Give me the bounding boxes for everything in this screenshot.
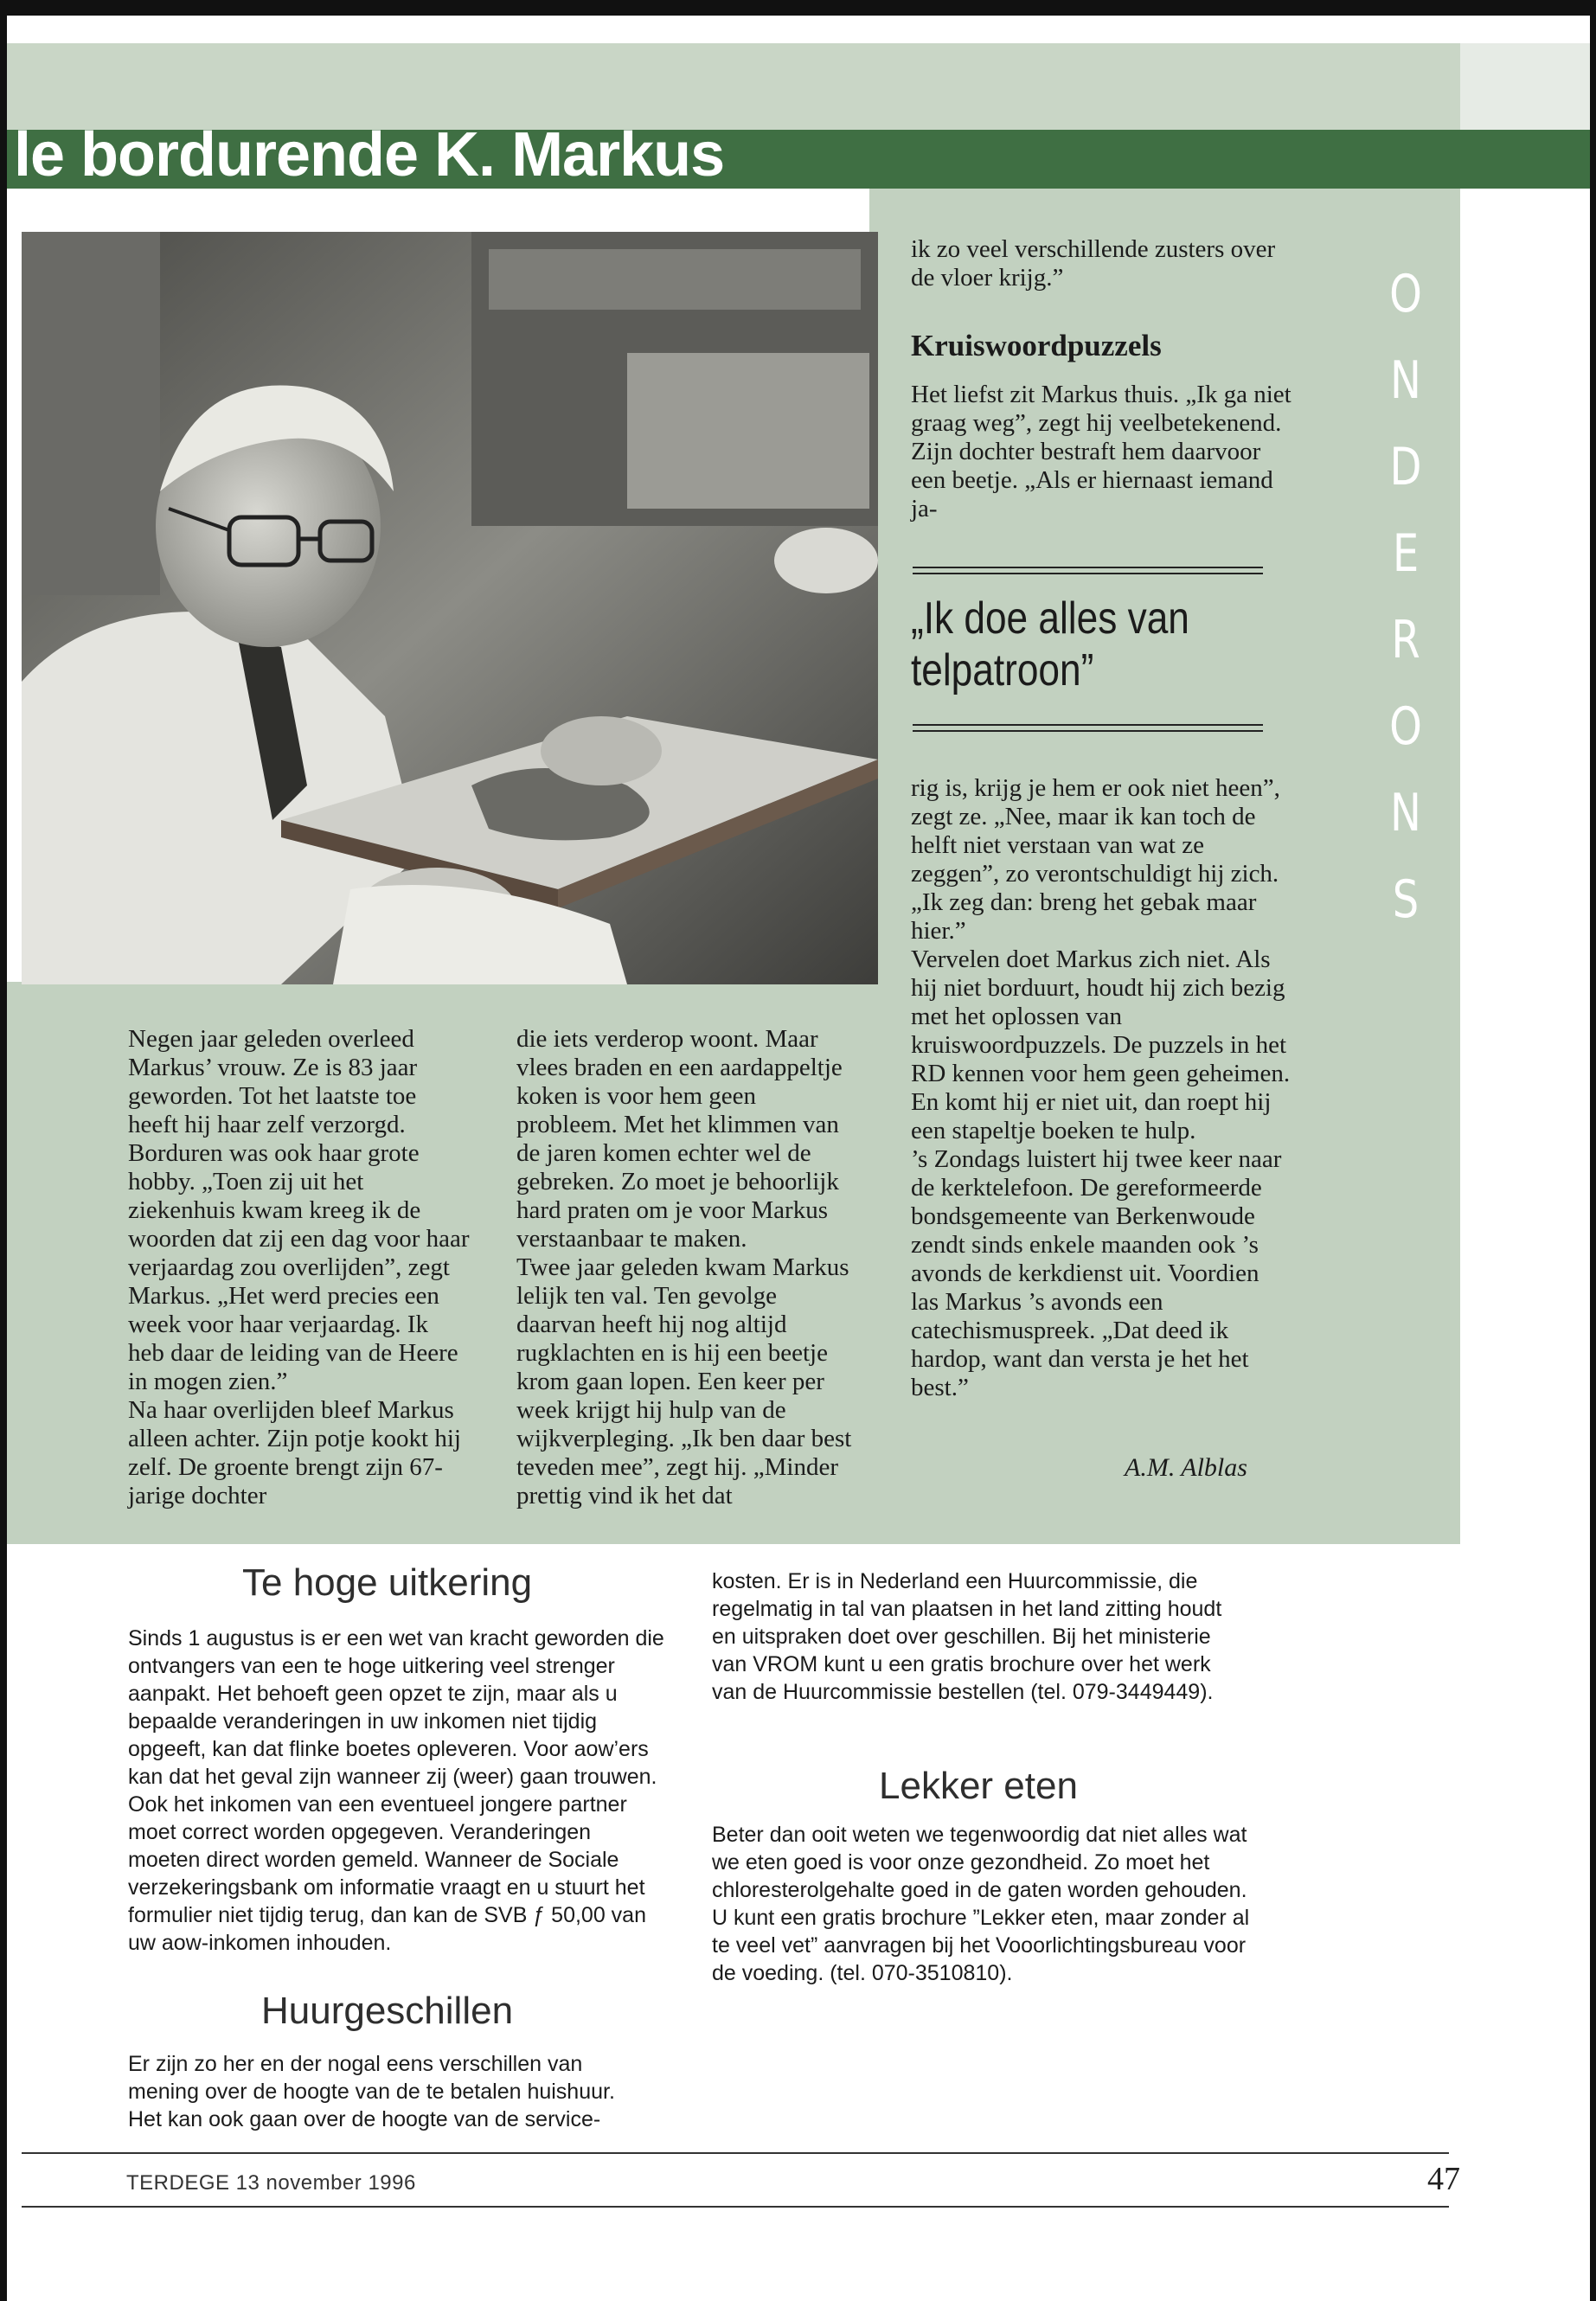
pullquote-rule-bottom xyxy=(913,724,1263,726)
section-title-huurgeschillen: Huurgeschillen xyxy=(261,1990,514,2032)
page-border xyxy=(1590,0,1596,2301)
section-text-huurgeschillen: Er zijn zo her en der nogal eens verschillen van mening over de hoogte van de te betalen huishuur. Het kan ook gaan over de hoogte van de service- xyxy=(128,2052,615,2131)
pullquote: „Ik doe alles van telpatroon” xyxy=(911,593,1189,695)
section-text-huurgeschillen-cont: kosten. Er is in Nederland een Huurcommissie, die regelmatig in tal van plaatsen in het land zitting houdt en uitspraken doet over geschillen. Bij het ministerie van VROM kunt u een gratis brochure over het werk van de Huurcommissie bestellen (tel. 079-3449449). xyxy=(712,1569,1222,1704)
pullquote-rule-bottom xyxy=(913,730,1263,732)
article-paragraph: ’s Zondags luistert hij twee keer naar de kerktelefoon. De gereformeerde bondsgemeente van Berkenwoude zendt sinds enkele maanden ook ’s avonds de kerkdienst uit. Voordien las Markus ’s avonds een catechismuspreek. „Dat deed ik hardop, want dan versta je het het best.” xyxy=(911,1145,1282,1401)
section-title-lekker-eten: Lekker eten xyxy=(879,1765,1078,1807)
article-paragraph: Het liefst zit Markus thuis. „Ik ga niet graag weg”, zegt hij veelbetekenend. Zijn dochter bestraft hem daarvoor een beetje. „Als er hiernaast iemand ja- xyxy=(911,381,1292,522)
photo-illustration xyxy=(22,232,878,984)
section-letter: O xyxy=(1389,696,1422,757)
section-letter: N xyxy=(1390,350,1421,411)
page-number: 47 xyxy=(1427,2161,1460,2197)
section-label-vertical xyxy=(1375,251,1436,943)
section-letter: E xyxy=(1392,523,1420,584)
section-text-uitkering: Sinds 1 augustus is er een wet van kracht geworden die ontvangers van een te hoge uitkering veel strenger aanpakt. Het behoeft geen opzet te zijn, maar als u bepaalde veranderingen in uw inkomen niet tijdig opgeeft, kan dat flinke boetes opleveren. Voor aow’ers kan dat het geval zijn wanneer zij (weer) gaan trouwen. Ook het inkomen van een eventueel jongere partner moet correct worden opgegeven. Veranderingen moeten direct worden gemeld. Wanneer de Sociale verzekeringsbank om informatie vraagt en u stuurt het formulier niet tijdig terug, dan kan de SVB ƒ 50,00 van uw aow-inkomen inhouden. xyxy=(128,1626,664,1955)
footer-rule xyxy=(22,2206,1449,2208)
footer-publication: TERDEGE 13 november 1996 xyxy=(126,2171,416,2195)
article-column-3 xyxy=(911,774,1292,1402)
pullquote-rule-top xyxy=(913,567,1263,568)
section-letter: D xyxy=(1389,437,1422,497)
article-column-1 xyxy=(128,1025,470,1510)
pullquote-rule-top xyxy=(913,573,1263,574)
article-paragraph: Vervelen doet Markus zich niet. Als hij niet borduurt, houdt hij zich bezig met het oplossen van kruiswoordpuzzels. De puzzels in het RD kennen voor hem geen geheimen. En komt hij er niet uit, dan roept hij een stapeltje boeken te hulp. xyxy=(911,945,1291,1144)
sage-panel-top xyxy=(7,43,1460,130)
footer-rule xyxy=(22,2152,1449,2154)
section-letter: N xyxy=(1390,783,1421,843)
section-letter: O xyxy=(1389,264,1422,324)
article-photo xyxy=(22,232,878,984)
article-paragraph: rig is, krijg je hem er ook niet heen”, zegt ze. „Nee, maar ik kan toch de helft niet verstaan van wat ze zeggen”, zo verontschuldigt hij zich. „Ik zeg dan: breng het gebak maar hier.” xyxy=(911,774,1280,945)
section-letter: S xyxy=(1392,869,1420,930)
author-byline: A.M. Alblas xyxy=(1125,1453,1247,1482)
article-paragraph: Twee jaar geleden kwam Markus lelijk ten val. Ten gevolge daarvan heeft hij nog altijd rugklachten en is hij een beetje krom gaan lopen. Een keer per week krijgt hij hulp van de wijkverpleging. „Ik ben daar best teveden mee”, zegt hij. „Minder prettig vind ik het dat xyxy=(516,1253,852,1509)
article-paragraph: die iets verderop woont. Maar vlees braden en een aardappeltje koken is voor hem geen probleem. Met het klimmen van de jaren komen echter wel de gebreken. Zo moet je behoorlijk hard praten om je voor Markus verstaanbaar te maken. xyxy=(516,1025,843,1253)
article-paragraph: Na haar overlijden bleef Markus alleen achter. Zijn potje kookt hij zelf. De groente brengt zijn 67-jarige dochter xyxy=(128,1396,461,1509)
section-text-lekker-eten: Beter dan ooit weten we tegenwoordig dat niet alles wat we eten goed is voor onze gezondheid. Zo moet het chloresterolgehalte goed in de gaten worden gehouden. U kunt een gratis brochure ”Lekker eten, maar zonder al te veel vet” aanvragen bij het Vooorlichtingsbureau voor de voeding. (tel. 070-3510810). xyxy=(712,1823,1250,1985)
article-subhead: Kruiswoordpuzzels xyxy=(911,329,1162,362)
page-title: le bordurende K. Markus xyxy=(14,120,725,189)
article-column-2 xyxy=(516,1025,862,1510)
article-continuation: ik zo veel verschillende zusters over de vloer krijg.” xyxy=(911,235,1276,292)
article-paragraph: Negen jaar geleden overleed Markus’ vrouw. Ze is 83 jaar geworden. Tot het laatste toe heeft hij haar zelf verzorgd. Borduren was ook haar grote hobby. „Toen zij uit het ziekenhuis kwam kreeg ik de woorden dat zij een dag voor haar verjaardag zou overlijden”, zegt Markus. „Het werd precies een week voor haar verjaardag. Ik heb daar de leiding van de Heere in mogen zien.” xyxy=(128,1025,470,1395)
page-border xyxy=(0,0,1596,16)
section-letter: R xyxy=(1391,610,1420,670)
page-border xyxy=(0,0,7,2301)
section-title-uitkering: Te hoge uitkering xyxy=(242,1561,533,1604)
